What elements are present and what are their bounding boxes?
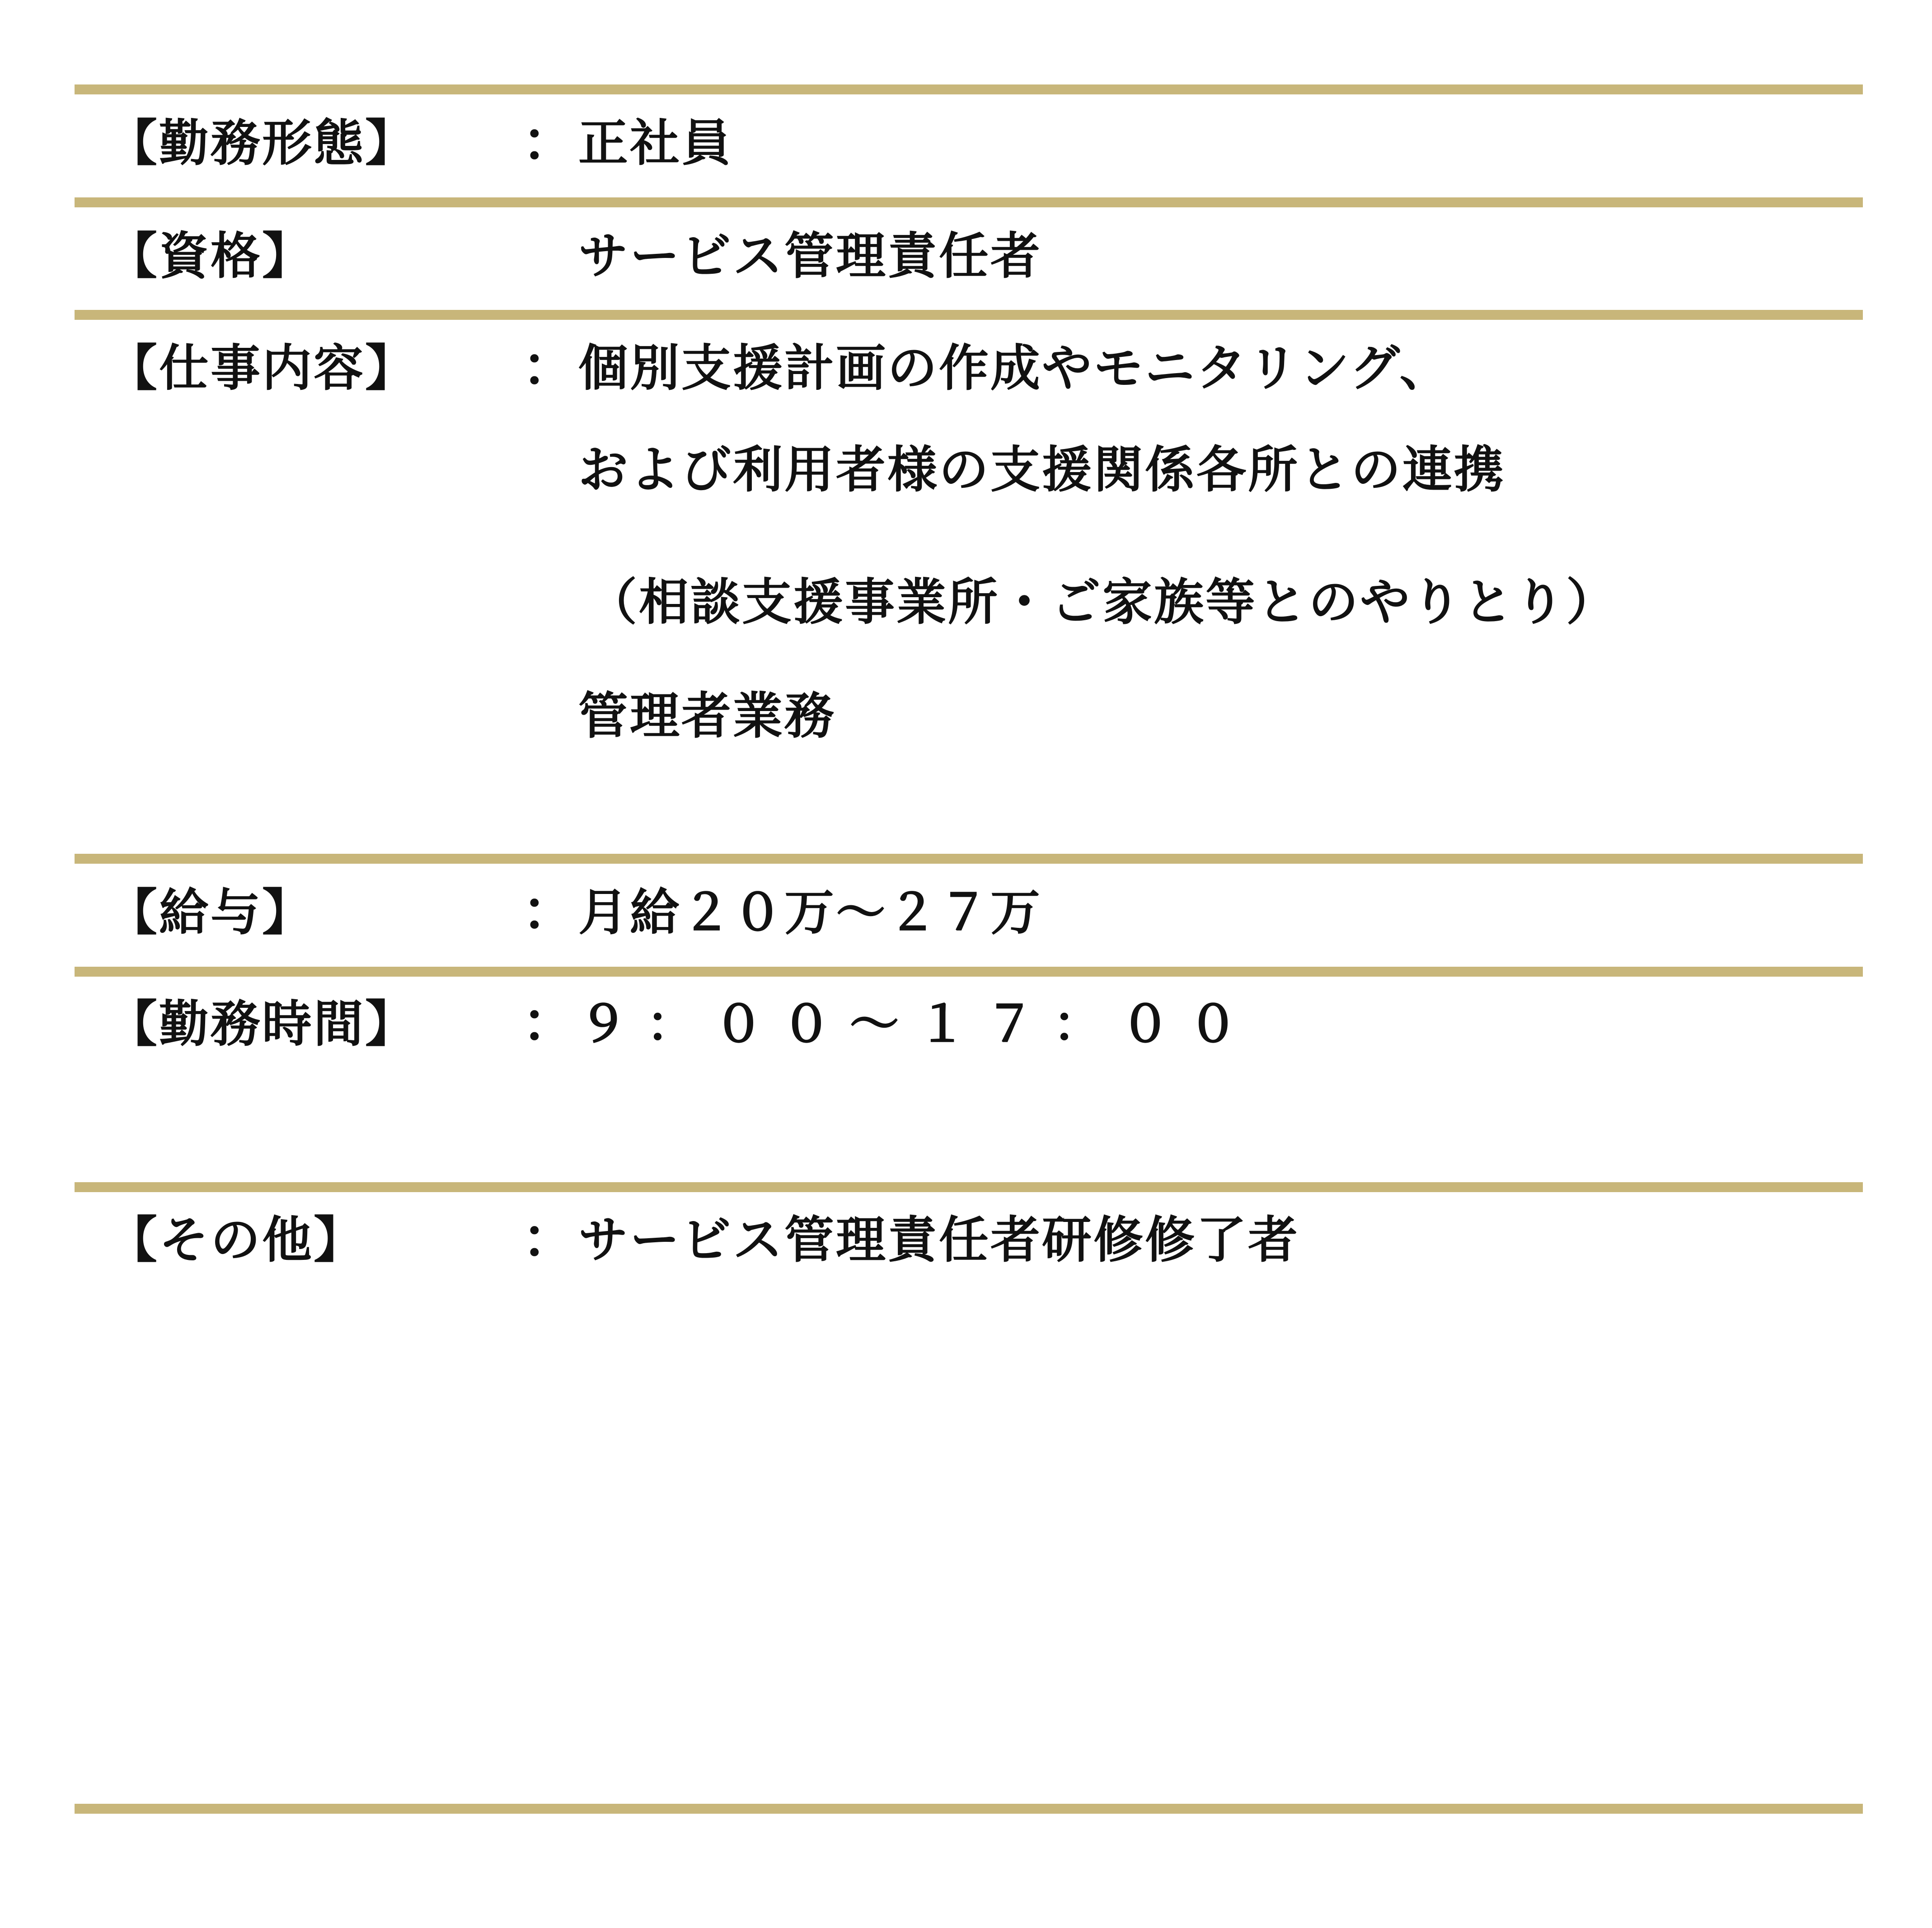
other-colon: ： — [522, 1207, 578, 1270]
salary-label: 【給与】 — [108, 884, 314, 941]
salary-value: 月給２０万～２７万 — [578, 884, 1042, 941]
job-description-colon: ： — [522, 336, 578, 398]
working-hours-value: ９：００～１７：００ — [578, 995, 1256, 1053]
other-label: 【その他】 — [108, 1211, 365, 1269]
employment-type-colon: ： — [522, 111, 578, 173]
salary-colon: ： — [522, 880, 578, 943]
divider-line — [75, 1182, 1863, 1192]
divider-line — [75, 84, 1863, 94]
divider-line — [75, 310, 1863, 320]
working-hours-label: 【勤務時間】 — [108, 995, 417, 1053]
employment-type-value: 正社員 — [578, 114, 733, 172]
employment-type-label: 【勤務形態】 — [108, 114, 417, 172]
job-description-line: （相談支援事業所・ご家族等とのやりとり） — [587, 573, 1618, 631]
job-description-line: および利用者様の支援関係各所との連携 — [578, 441, 1505, 499]
qualification-value: サービス管理責任者 — [578, 227, 1042, 285]
qualification-label: 【資格】 — [108, 227, 314, 285]
job-description-label: 【仕事内容】 — [108, 339, 417, 397]
job-description-line: 管理者業務 — [578, 687, 836, 745]
job-description-line: 個別支援計画の作成やモニタリング、 — [578, 339, 1451, 397]
divider-line — [75, 197, 1863, 207]
divider-line — [75, 967, 1863, 977]
working-hours-colon: ： — [522, 992, 578, 1054]
other-value: サービス管理責任者研修修了者 — [578, 1211, 1299, 1269]
divider-line — [75, 854, 1863, 864]
divider-line — [75, 1804, 1863, 1814]
